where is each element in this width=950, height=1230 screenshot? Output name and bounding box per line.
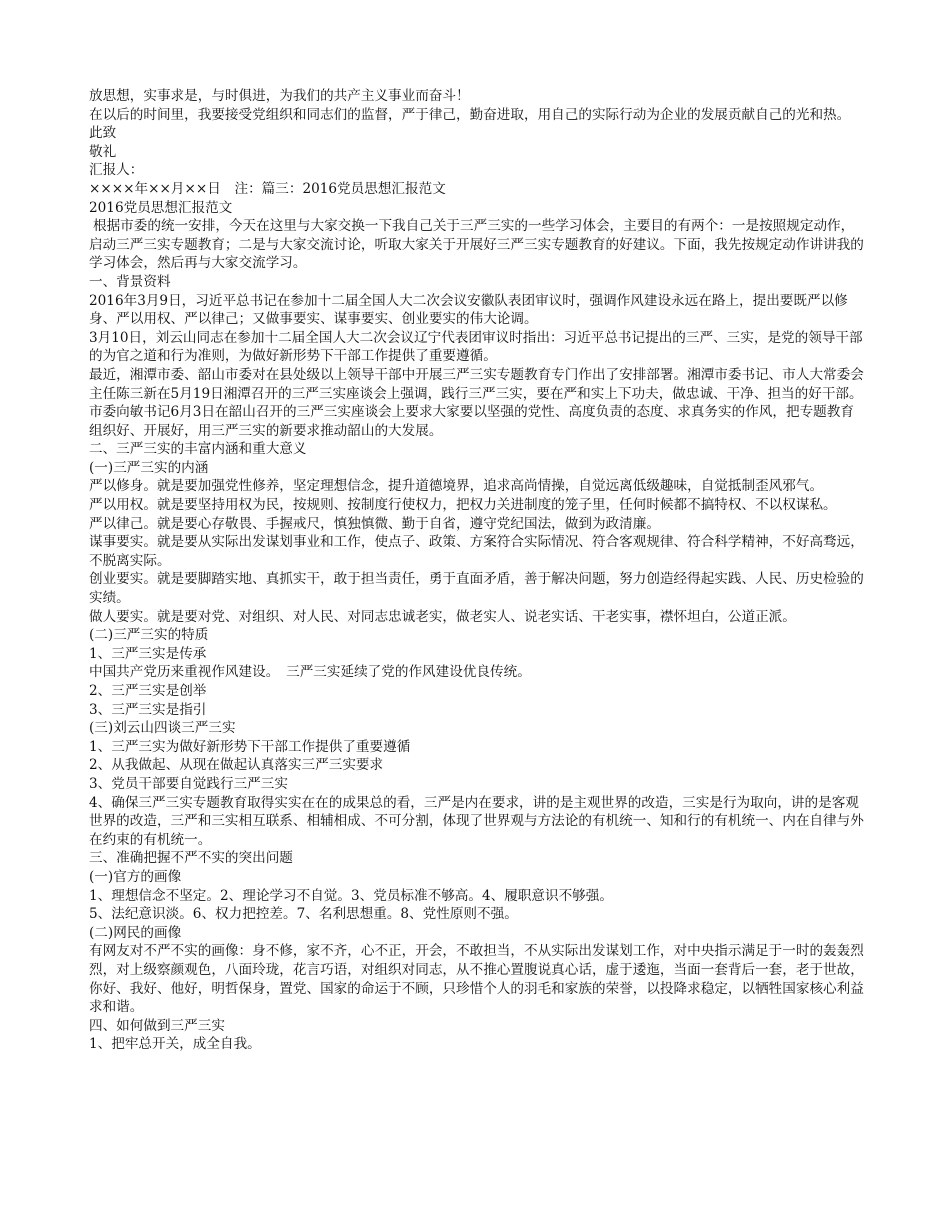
subsection-heading: (二)三严三实的特质 <box>89 627 209 644</box>
list-item: 3、党员干部要自觉践行三严三实 <box>89 775 288 792</box>
date-note: ××××年××月××日 注：篇三：2016党员思想汇报范文 <box>89 180 446 197</box>
paragraph: 放思想，实事求是，与时俱进，为我们的共产主义事业而奋斗！ <box>89 88 470 104</box>
list-item: 3、三严三实是指引 <box>89 701 207 718</box>
paragraph: 谋事要实。就是要从实际出发谋划事业和工作，使点子、政策、方案符合实际情况、符合客观规律、符合科学精神，不好高骛远，不脱离实际。 <box>89 534 864 569</box>
paragraph: 2016年3月9日，习近平总书记在参加十二届全国人大二次会议安徽队表团审议时，强调作风建设永远在路上，提出要既严以修身、严以用权、严以律己；又做事要实、谋事要实、创业要实的伟大论调。 <box>89 292 848 328</box>
paragraph: 中国共产党历来重视作风建设。 三严三实延续了党的作风建设优良传统。 <box>89 664 531 681</box>
list-item: 1、理想信念不坚定。2、理论学习不自觉。3、党员标准不够高。4、履职意识不够强。 <box>89 887 613 904</box>
list-item: 2、从我做起、从现在做起认真落实三严三实要求 <box>89 757 384 774</box>
paragraph: 有网友对不严不实的画像：身不修，家不齐，心不正，开会，不敢担当，不从实际出发谋划工作，对中央指示满足于一时的轰轰烈烈，对上级察颜观色，八面玲珑，花言巧语，对组织对同志，从不推心置腹说真心话，虚于逶迤，当面一套背后一套，老于世故，你好、我好、他好，明哲保身，置党、国家的命运于不顾，只珍惜个人的羽毛和家族的荣誉，以投降求稳定，以牺牲国家核心利益求和谐。 <box>89 943 864 1016</box>
paragraph: 严以律己。就是要心存敬畏、手握戒尺，慎独慎微、勤于自省，遵守党纪国法，做到为政清廉。 <box>89 515 660 532</box>
subsection-heading: (一)三严三实的内涵 <box>89 459 209 476</box>
list-item: 1、把牢总开关，成全自我。 <box>89 1036 261 1053</box>
subsection-heading: (一)官方的画像 <box>89 868 182 885</box>
paragraph: 做人要实。就是要对党、对组织、对人民、对同志忠诚老实，做老实人、说老实话、干老实事，襟怀坦白，公道正派。 <box>89 608 796 625</box>
subsection-heading: (三)刘云山四谈三严三实 <box>89 720 236 737</box>
reporter-label: 汇报人： <box>89 162 144 179</box>
section-heading: 四、如何做到三严三实 <box>89 1017 225 1034</box>
paragraph: 创业要实。就是要脚踏实地、真抓实干，敢于担当责任，勇于直面矛盾，善于解决问题，努力创造经得起实践、人民、历史检验的实绩。 <box>89 571 864 607</box>
paragraph: 根据市委的统一安排，今天在这里与大家交换一下我自己关于三严三实的一些学习体会，主要目的有两个：一是按照规定动作，启动三严三实专题教育；二是与大家交流讨论，听取大家关于开展好三严三实专题教育的好建议。下面，我先按规定动作讲讲我的学习体会，然后再与大家交流学习。 <box>89 218 864 272</box>
closing-salutation: 敬礼 <box>89 143 117 160</box>
list-item: 5、法纪意识淡。6、权力把控差。7、名利思想重。8、党性原则不强。 <box>89 906 518 923</box>
paragraph: 严以修身。就是要加强党性修养，坚定理想信念，提升道德境界，追求高尚情操，自觉远离低级趣味，自觉抵制歪风邪气。 <box>89 478 824 495</box>
paragraph: 在以后的时间里，我要接受党组织和同志们的监督，严于律己，勤奋进取，用自己的实际行动为企业的发展贡献自己的光和热。 <box>89 106 851 123</box>
section-heading: 二、三严三实的丰富内涵和重大意义 <box>89 441 307 458</box>
paragraph: 最近，湘潭市委、韶山市委对在县处级以上领导干部中开展三严三实专题教育专门作出了安排部署。湘潭市委书记、市人大常委会主任陈三新在5月19日湘潭召开的三严三实座谈会上强调，践行三严三实，要在严和实上下功夫，做忠诚、干净、担当的好干部。市委向敏书记6月3日在韶山召开的三严三实座谈会上要求大家要以坚强的党性、高度负责的态度、求真务实的作风，把专题教育组织好、开展好，用三严三实的新要求推动韶山的大发展。 <box>89 366 864 439</box>
paragraph: 3月10日，刘云山同志在参加十二届全国人大二次会议辽宁代表团审议时指出：习近平总书记提出的三严、三实，是党的领导干部的为官之道和行为准则，为做好新形势下干部工作提供了重要遵循。 <box>89 329 863 365</box>
section-heading: 一、背景资料 <box>89 273 171 290</box>
list-item: 2、三严三实是创举 <box>89 683 207 699</box>
paragraph: 严以用权。就是要坚持用权为民，按规则、按制度行使权力，把权力关进制度的笼子里，任何时候都不搞特权、不以权谋私。 <box>89 497 837 514</box>
section-heading: 三、准确把握不严不实的突出问题 <box>89 850 293 867</box>
list-item: 4、确保三严三实专题教育取得实实在在的成果总的看，三严是内在要求，讲的是主观世界的改造，三实是行为取向，讲的是客观世界的改造，三严和三实相互联系、相辅相成、不可分割，体现了世界观与方法论的有机统一、知和行的有机统一、内在自律与外在约束的有机统一。 <box>89 794 864 848</box>
list-item: 1、三严三实是传承 <box>89 645 207 662</box>
closing-salutation: 此致 <box>89 125 117 142</box>
document-body <box>89 87 864 1054</box>
list-item: 1、三严三实为做好新形势下干部工作提供了重要遵循 <box>89 738 411 755</box>
subsection-heading: (二)网民的画像 <box>89 924 182 941</box>
document-title: 2016党员思想汇报范文 <box>89 199 233 216</box>
